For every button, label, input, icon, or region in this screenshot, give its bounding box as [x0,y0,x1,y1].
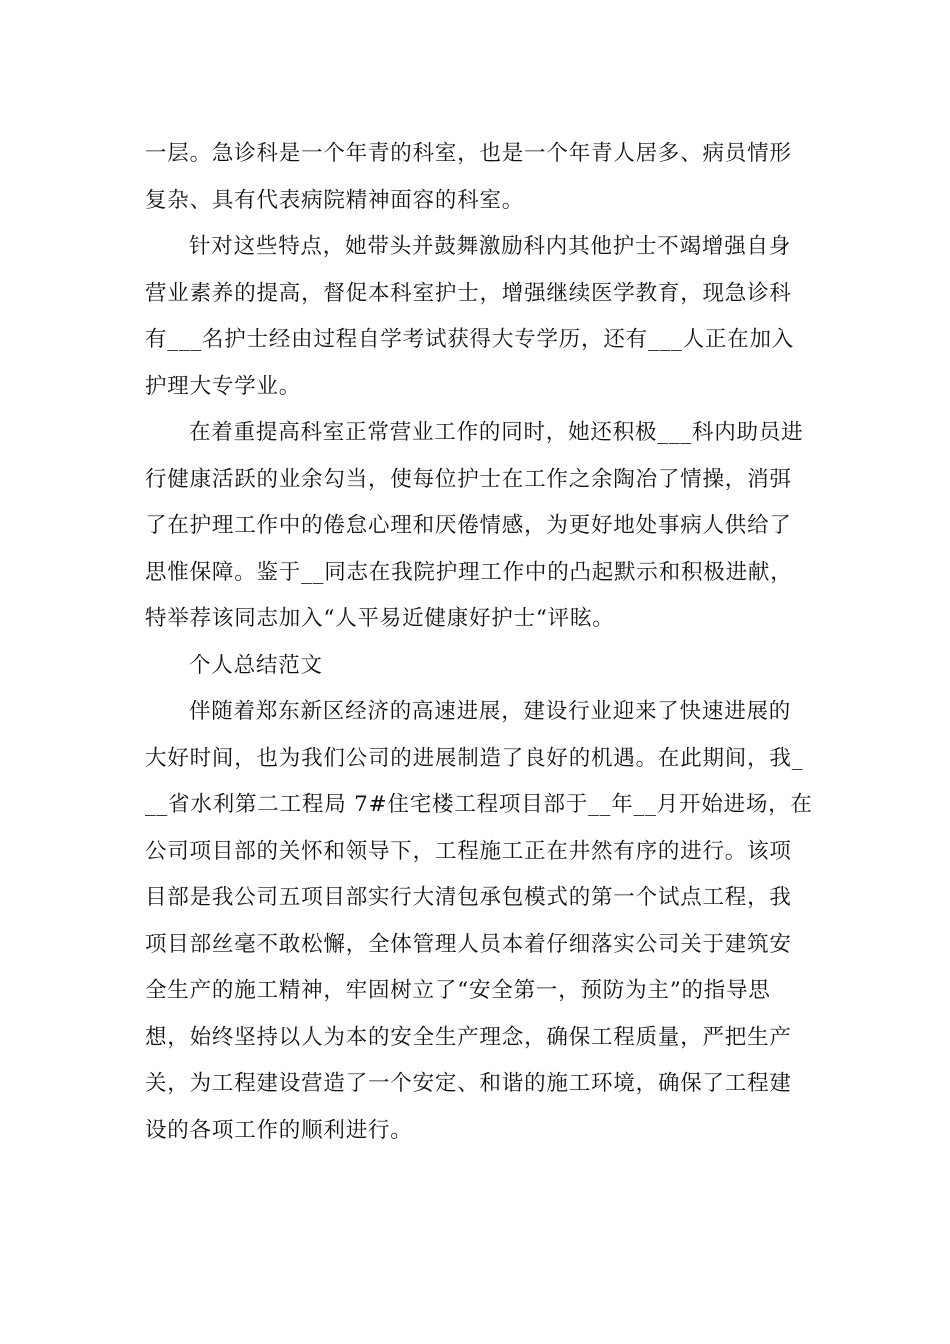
section-heading: 个人总结范文 [189,652,323,678]
text-line: 公司项目部的关怀和领导下，工程施工正在井然有序的进行。该项 [145,838,792,864]
text-line: 设的各项工作的顺利进行。 [145,1117,413,1143]
text-line: 项目部丝毫不敢松懈，全体管理人员本着仔细落实公司关于建筑安 [145,931,792,957]
text-line: 伴随着郑东新区经济的高速进展，建设行业迎来了快速进展的 [189,699,792,724]
text-line: __省水利第二工程局 7#住宅楼工程项目部于__年__月开始进场，在 [145,792,813,817]
document-page [145,131,811,1154]
text-line: 全生产的施工精神，牢固树立了“安全第一，预防为主”的指导思 [145,978,771,1003]
text-line: 想，始终坚持以人为本的安全生产理念，确保工程质量，严把生产 [145,1024,792,1050]
text-line: 目部是我公司五项目部实行大清包承包模式的第一个试点工程，我 [145,885,792,910]
text-line: 一层。急诊科是一个年青的科室，也是一个年青人居多、病员情形 [145,141,792,166]
text-line: 针对这些特点，她带头并鼓舞激励科内其他护士不竭增强自身 [189,234,792,259]
text-line: 关，为工程建设营造了一个安定、和谐的施工环境，确保了工程建 [145,1071,792,1096]
text-line: 思惟保障。鉴于__同志在我院护理工作中的凸起默示和积极进献， [145,559,793,585]
text-line: 特举荐该同志加入“人平易近健康好护士“评眩。 [145,606,615,631]
text-line: 在着重提高科室正常营业工作的同时，她还积极___科内助员进 [189,420,804,445]
text-line: 了在护理工作中的倦怠心理和厌倦情感，为更好地处事病人供给了 [145,513,792,538]
text-line: 大好时间，也为我们公司的进展制造了良好的机遇。在此期间，我_ [145,745,804,771]
text-line: 营业素养的提高，督促本科室护士，增强继续医学教育，现急诊科 [145,280,792,306]
text-line: 护理大专学业。 [145,373,302,399]
text-line: 复杂、具有代表病院精神面容的科室。 [145,187,525,213]
text-line: 有___名护士经由过程自学考试获得大专学历，还有___人正在加入 [145,327,795,352]
text-line: 行健康活跃的业余勾当，使每位护士在工作之余陶冶了情操，消弭 [145,466,792,492]
